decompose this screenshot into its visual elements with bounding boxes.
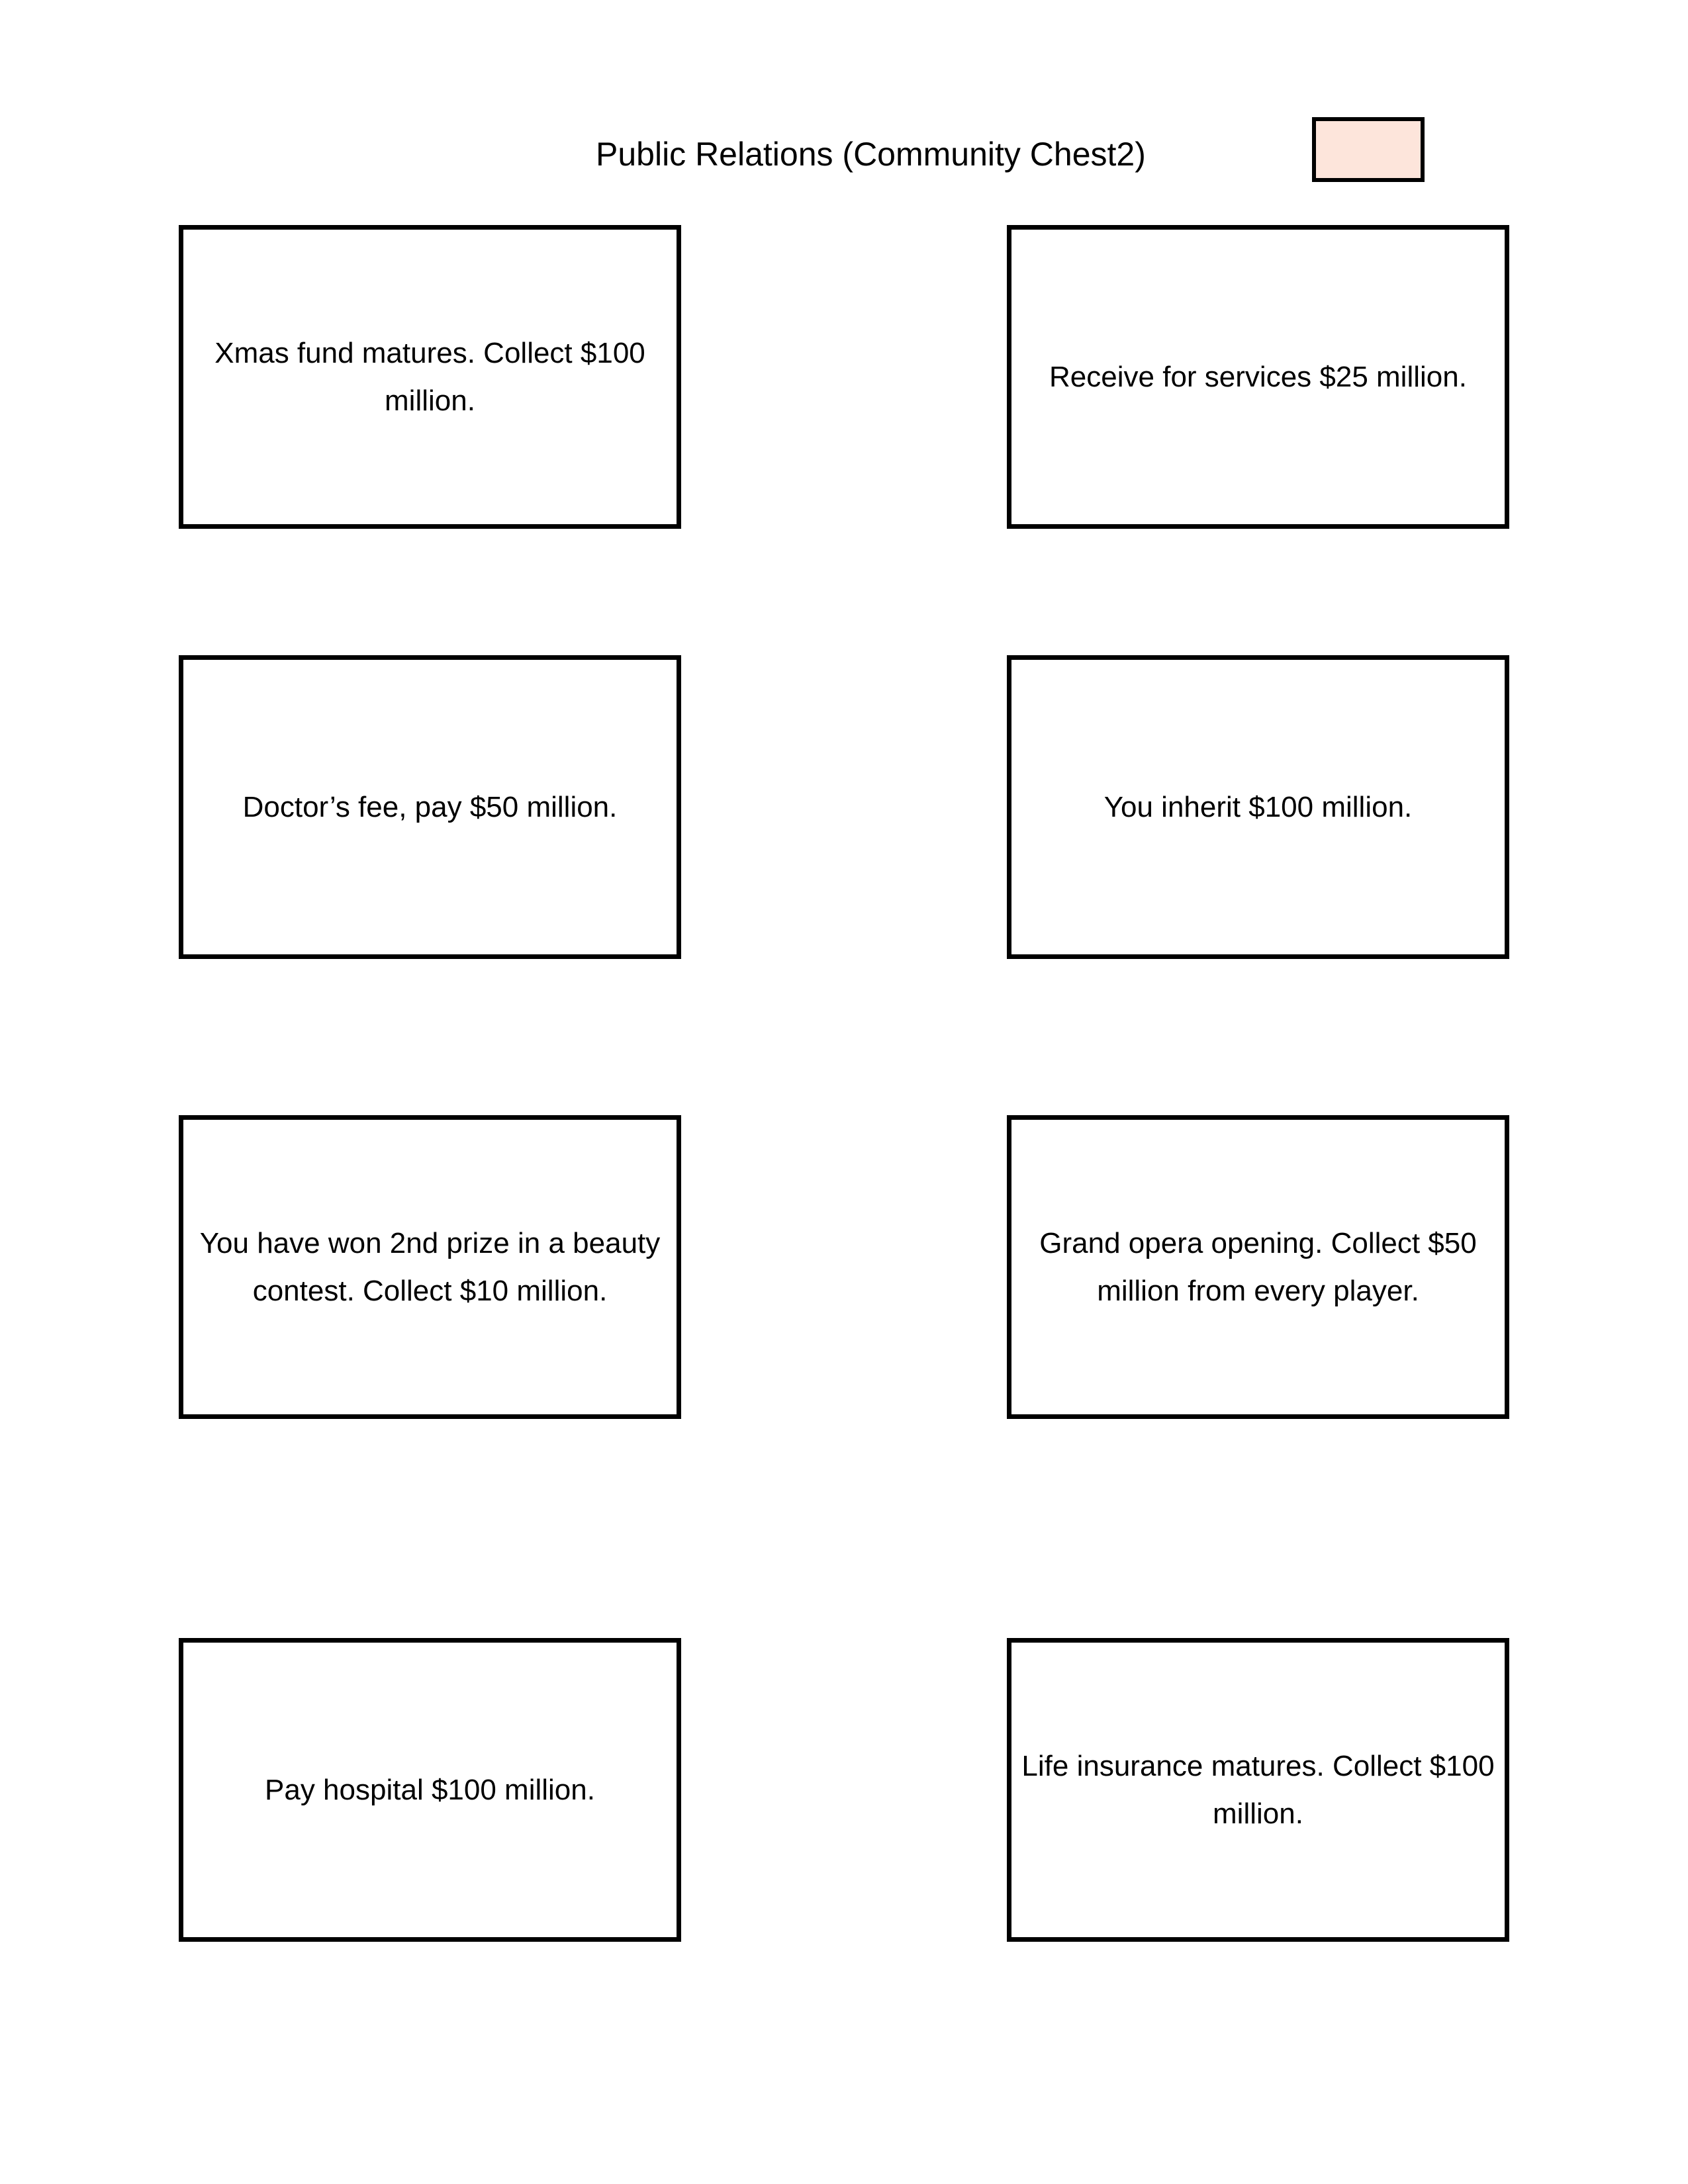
card-text: Xmas fund matures. Collect $100 million. bbox=[214, 336, 645, 417]
card-text: Pay hospital $100 million. bbox=[265, 1773, 595, 1806]
card-text: Receive for services $25 million. bbox=[1049, 360, 1467, 393]
card-doctors-fee bbox=[179, 655, 681, 959]
card-beauty-contest bbox=[179, 1115, 681, 1419]
card-xmas-fund bbox=[179, 225, 681, 529]
card-text: You have won 2nd prize in a beauty contest. Collect $10 million. bbox=[199, 1226, 661, 1307]
card-life-insurance bbox=[1007, 1638, 1509, 1942]
card-text: You inherit $100 million. bbox=[1103, 790, 1413, 823]
card-grand-opera bbox=[1007, 1115, 1509, 1419]
card-services bbox=[1007, 225, 1509, 529]
card-hospital bbox=[179, 1638, 681, 1942]
page-title: Public Relations (Community Chest2) bbox=[596, 136, 1146, 173]
card-text: Life insurance matures. Collect $100 million. bbox=[1021, 1749, 1495, 1830]
card-inherit bbox=[1007, 655, 1509, 959]
card-text: Doctor’s fee, pay $50 million. bbox=[242, 790, 618, 823]
card-text: Grand opera opening. Collect $50 million from every player. bbox=[1039, 1226, 1477, 1307]
color-swatch bbox=[1312, 117, 1425, 182]
